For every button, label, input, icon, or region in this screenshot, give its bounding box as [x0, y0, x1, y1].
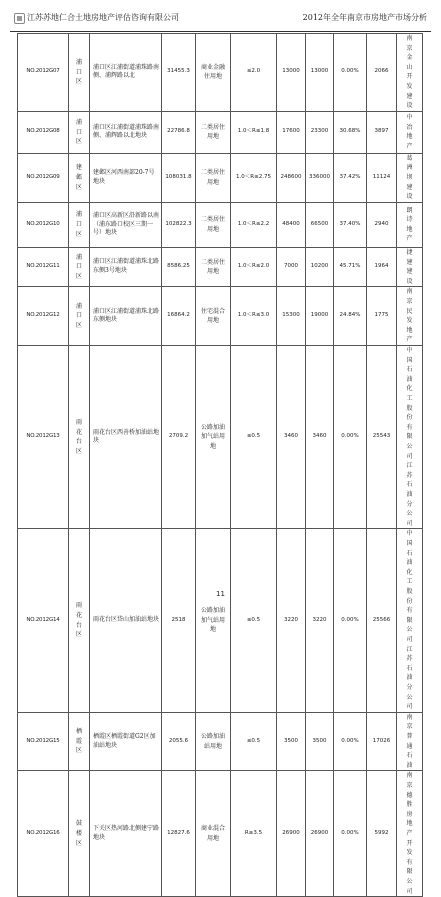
cell-buyer-text: 捷建建设 — [406, 248, 413, 285]
cell-buyer — [397, 153, 423, 202]
cell-area: 108031.8 — [162, 153, 196, 202]
cell-buyer — [397, 247, 423, 286]
cell-floor-price: 1775 — [367, 287, 397, 346]
cell-floor-price: 3897 — [367, 111, 397, 153]
cell-land-use-text: 住宅混合用地 — [201, 307, 226, 325]
cell-plot-ratio: R≥3.5 — [231, 771, 277, 897]
document-title: 2012年全年南京市房地产市场分析 — [302, 13, 427, 22]
cell-deal-price: 66500 — [306, 202, 334, 247]
cell-buyer — [397, 529, 423, 712]
cell-area: 12827.6 — [162, 771, 196, 897]
cell-land-use — [196, 202, 231, 247]
cell-location: 浦口区江浦街道浦珠北路东侧3号地块 — [90, 247, 162, 286]
cell-district-text: 栖霞区 — [75, 728, 82, 755]
cell-district-text: 浦口区 — [75, 211, 82, 238]
cell-land-use-text: 二类居住用地 — [201, 123, 226, 141]
cell-location: 下关区热河路北侧建宁路地块 — [90, 771, 162, 897]
cell-deal-price: 3460 — [306, 346, 334, 529]
cell-location: 浦口区江浦街道浦珠路南侧、浦辉路以北地块 — [90, 111, 162, 153]
cell-floor-price: 1964 — [367, 247, 397, 286]
cell-deal-price: 336000 — [306, 153, 334, 202]
cell-area: 2709.2 — [162, 346, 196, 529]
cell-district-text: 浦口区 — [75, 253, 82, 280]
page-number: 11 — [216, 590, 225, 598]
cell-location: 雨花台区岱山加油站地块 — [90, 529, 162, 712]
cell-plot-ratio: ≤0.5 — [231, 712, 277, 771]
cell-district-text: 浦口区 — [75, 58, 82, 86]
cell-floor-price: 25543 — [367, 346, 397, 529]
cell-floor-price: 25566 — [367, 529, 397, 712]
table-row — [18, 771, 423, 897]
cell-land-use — [196, 771, 231, 897]
cell-plot-ratio: 1.0＜R≤1.8 — [231, 111, 277, 153]
cell-deal-price: 26900 — [306, 771, 334, 897]
cell-land-use — [196, 346, 231, 529]
cell-land-use — [196, 529, 231, 712]
cell-district-text: 鼓楼区 — [75, 820, 82, 847]
cell-plot-ratio: 1.0＜R≤2.0 — [231, 247, 277, 286]
cell-premium-rate: 37.40% — [334, 202, 367, 247]
company-logo-icon — [14, 13, 25, 24]
cell-district — [69, 247, 90, 286]
cell-district — [69, 153, 90, 202]
cell-plot-ratio: ≤2.0 — [231, 34, 277, 112]
cell-land-use — [196, 247, 231, 286]
cell-area: 2518 — [162, 529, 196, 712]
cell-district — [69, 346, 90, 529]
cell-deal-price: 10200 — [306, 247, 334, 286]
cell-deal-price: 3220 — [306, 529, 334, 712]
company-name: 江苏苏地仁合土地房地产评估咨询有限公司 — [27, 13, 179, 22]
cell-district — [69, 712, 90, 771]
cell-area: 8586.25 — [162, 247, 196, 286]
cell-buyer-text: 南京普通石油 — [406, 713, 413, 769]
cell-plot-code: NO.2012G11 — [18, 247, 69, 286]
cell-buyer — [397, 202, 423, 247]
cell-premium-rate: 0.00% — [334, 346, 367, 529]
cell-district — [69, 771, 90, 897]
cell-district — [69, 34, 90, 112]
cell-buyer-text: 南京民发地产 — [406, 288, 413, 344]
cell-buyer — [397, 111, 423, 153]
cell-premium-rate: 0.00% — [334, 34, 367, 112]
cell-plot-code: NO.2012G07 — [18, 34, 69, 112]
cell-location: 建邺区河西南部20-7号地块 — [90, 153, 162, 202]
table-body — [18, 34, 423, 897]
cell-plot-code: NO.2012G10 — [18, 202, 69, 247]
cell-buyer-text: 中国石油化工股份有限公司江苏石油分公司 — [406, 347, 413, 527]
cell-start-price: 3220 — [277, 529, 306, 712]
cell-buyer — [397, 712, 423, 771]
page-header — [10, 12, 435, 26]
cell-land-use — [196, 287, 231, 346]
cell-start-price: 248600 — [277, 153, 306, 202]
cell-deal-price: 19000 — [306, 287, 334, 346]
cell-buyer — [397, 287, 423, 346]
cell-district-text: 建邺区 — [75, 164, 82, 191]
table-row — [18, 111, 423, 153]
cell-district — [69, 287, 90, 346]
table-row — [18, 287, 423, 346]
cell-district — [69, 111, 90, 153]
cell-start-price: 15300 — [277, 287, 306, 346]
cell-buyer-text: 葛洲坝建设 — [406, 154, 413, 201]
cell-district — [69, 202, 90, 247]
cell-deal-price: 3500 — [306, 712, 334, 771]
cell-plot-code: NO.2012G14 — [18, 529, 69, 712]
cell-deal-price: 13000 — [306, 34, 334, 112]
cell-location: 栖霞区栖霞街道G2区加油站地块 — [90, 712, 162, 771]
table-row — [18, 34, 423, 112]
table-row — [18, 346, 423, 529]
cell-deal-price: 23300 — [306, 111, 334, 153]
cell-district — [69, 529, 90, 712]
cell-district-text: 浦口区 — [75, 118, 82, 146]
table-row — [18, 529, 423, 712]
cell-plot-ratio: 1.0＜R≤2.75 — [231, 153, 277, 202]
cell-start-price: 48400 — [277, 202, 306, 247]
cell-floor-price: 5992 — [367, 771, 397, 897]
table-row — [18, 712, 423, 771]
cell-buyer-text: 中国石油化工股份有限公司江苏石油分公司 — [406, 530, 413, 711]
cell-plot-ratio: ≤0.5 — [231, 529, 277, 712]
cell-premium-rate: 0.00% — [334, 712, 367, 771]
cell-location: 浦口区江浦街道浦珠路南侧、浦辉路以北 — [90, 34, 162, 112]
cell-start-price: 13000 — [277, 34, 306, 112]
cell-land-use-text: 二类居住用地 — [201, 216, 226, 233]
cell-plot-ratio: ≤0.5 — [231, 346, 277, 529]
cell-location: 雨花台区西善桥加油站地块 — [90, 346, 162, 529]
cell-buyer-text: 朗诗地产 — [406, 206, 413, 243]
cell-plot-code: NO.2012G13 — [18, 346, 69, 529]
table-row — [18, 202, 423, 247]
cell-floor-price: 2066 — [367, 34, 397, 112]
cell-buyer — [397, 346, 423, 529]
cell-floor-price: 2940 — [367, 202, 397, 247]
cell-premium-rate: 37.42% — [334, 153, 367, 202]
cell-land-use-text: 商业金融住用地 — [201, 63, 226, 81]
cell-plot-ratio: 1.0＜R≤2.2 — [231, 202, 277, 247]
cell-land-use-text: 二类居住用地 — [201, 258, 226, 276]
cell-district-text: 浦口区 — [75, 302, 82, 329]
cell-area: 102822.3 — [162, 202, 196, 247]
land-transaction-table — [17, 33, 423, 897]
cell-buyer-text: 南京金山开发建设 — [406, 35, 413, 110]
cell-start-price: 3500 — [277, 712, 306, 771]
cell-floor-price: 17026 — [367, 712, 397, 771]
cell-plot-code: NO.2012G15 — [18, 712, 69, 771]
cell-land-use-text: 公路加油站用地 — [201, 732, 226, 750]
cell-land-use — [196, 111, 231, 153]
cell-plot-code: NO.2012G08 — [18, 111, 69, 153]
cell-land-use-text: 公路加油加气站用地 — [201, 607, 226, 634]
cell-start-price: 3460 — [277, 346, 306, 529]
cell-start-price: 7000 — [277, 247, 306, 286]
cell-district-text: 雨花台区 — [75, 418, 82, 455]
cell-location: 浦口区江浦街道浦珠北路东侧地块 — [90, 287, 162, 346]
cell-location: 浦口区高新区沿新路以南（浦东路口校区三期一号）地块 — [90, 202, 162, 247]
cell-start-price: 26900 — [277, 771, 306, 897]
cell-area: 22786.8 — [162, 111, 196, 153]
cell-land-use-text: 公路加油加气站用地 — [201, 423, 226, 450]
cell-premium-rate: 30.68% — [334, 111, 367, 153]
cell-district-text: 雨花台区 — [75, 602, 82, 639]
cell-land-use-text: 商业混合用地 — [201, 825, 226, 842]
cell-plot-code: NO.2012G16 — [18, 771, 69, 897]
cell-buyer — [397, 771, 423, 897]
cell-floor-price: 11124 — [367, 153, 397, 202]
cell-land-use-text: 二类居住用地 — [201, 169, 226, 186]
cell-buyer-text: 南京德胜房地产开发有限公司 — [406, 772, 413, 895]
cell-land-use — [196, 153, 231, 202]
cell-area: 16864.2 — [162, 287, 196, 346]
cell-area: 2055.6 — [162, 712, 196, 771]
cell-start-price: 17600 — [277, 111, 306, 153]
cell-land-use — [196, 712, 231, 771]
cell-premium-rate: 0.00% — [334, 771, 367, 897]
cell-premium-rate: 24.84% — [334, 287, 367, 346]
table-row — [18, 153, 423, 202]
cell-buyer — [397, 34, 423, 112]
cell-land-use — [196, 34, 231, 112]
cell-plot-ratio: 1.0＜R≤3.0 — [231, 287, 277, 346]
header-divider — [10, 31, 431, 32]
table-row — [18, 247, 423, 286]
cell-premium-rate: 0.00% — [334, 529, 367, 712]
cell-plot-code: NO.2012G12 — [18, 287, 69, 346]
cell-buyer-text: 中冶地产 — [406, 114, 413, 150]
cell-area: 31455.3 — [162, 34, 196, 112]
cell-premium-rate: 45.71% — [334, 247, 367, 286]
cell-plot-code: NO.2012G09 — [18, 153, 69, 202]
